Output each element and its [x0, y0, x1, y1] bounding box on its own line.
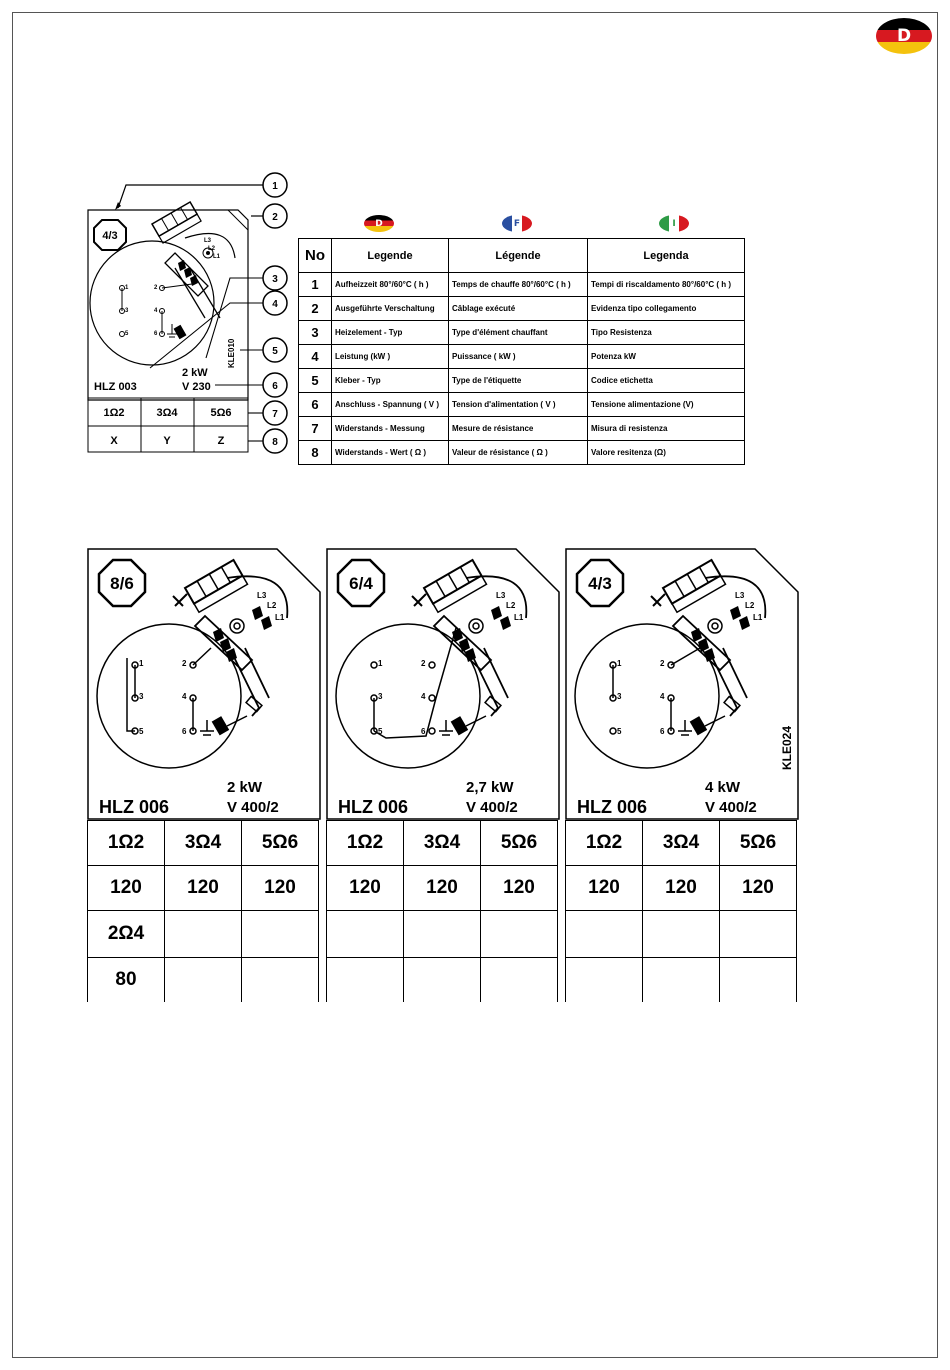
legend-row-no: 7 [299, 417, 332, 441]
example-grid-r2c3: Z [217, 435, 225, 447]
grid-cell [720, 911, 797, 958]
grid-cell [165, 911, 242, 958]
grid-cell [481, 958, 558, 1003]
legend-table [298, 238, 745, 465]
flag-label-fr: F [513, 218, 521, 229]
grid-cell: 5Ω6 [481, 821, 558, 866]
example-grid-r1c1: 1Ω2 [103, 407, 125, 419]
grid-row [327, 911, 558, 958]
sample-grid-1 [87, 820, 319, 1002]
legend-row-it: Evidenza tipo collegamento [588, 297, 745, 321]
flag-label-de: D [375, 218, 383, 229]
grid-row [327, 821, 558, 866]
example-model: HLZ 003 [94, 381, 137, 393]
legend-header-de: Legende [332, 239, 449, 273]
grid-row [566, 821, 797, 866]
language-label: D [896, 26, 912, 46]
sample-terminal-5: 5 [617, 727, 622, 736]
legend-row-fr: Mesure de résistance [449, 417, 588, 441]
grid-row [566, 958, 797, 1003]
example-voltage: V 230 [182, 381, 211, 393]
grid-cell [566, 958, 643, 1003]
legend-header-it: Legenda [588, 239, 745, 273]
callout-1: 1 [272, 181, 278, 192]
grid-row [566, 866, 797, 911]
legend-row [299, 417, 745, 441]
grid-cell [643, 911, 720, 958]
grid-cell: 80 [88, 958, 165, 1003]
sample-voltage: V 400/2 [705, 799, 757, 816]
example-grid-r2c2: Y [163, 435, 171, 447]
legend-row-fr: Temps de chauffe 80°/60°C ( h ) [449, 273, 588, 297]
sample-label-1 [87, 548, 321, 820]
legend-row-no: 3 [299, 321, 332, 345]
legend-row-fr: Type de l'étiquette [449, 369, 588, 393]
grid-cell: 120 [88, 866, 165, 911]
sample-label-3 [565, 548, 799, 820]
legend-row-no: 2 [299, 297, 332, 321]
sample-voltage: V 400/2 [227, 799, 279, 816]
grid-cell [481, 911, 558, 958]
german-mini-flag-icon [364, 215, 394, 232]
example-terminal-1: 1 [125, 285, 129, 291]
callout-8: 8 [272, 437, 278, 448]
sample-power: 2,7 kW [466, 779, 514, 796]
grid-cell: 1Ω2 [88, 821, 165, 866]
sample-model: HLZ 006 [99, 797, 170, 817]
grid-cell [720, 958, 797, 1003]
legend-row-de: Ausgeführte Verschaltung [332, 297, 449, 321]
grid-cell: 120 [327, 866, 404, 911]
callout-5: 5 [272, 346, 278, 357]
example-phase-l1: L1 [213, 254, 221, 260]
legend-row-no: 8 [299, 441, 332, 465]
legend-row-de: Heizelement - Typ [332, 321, 449, 345]
grid-cell: 1Ω2 [566, 821, 643, 866]
sample-terminal-3: 3 [617, 692, 622, 701]
sample-terminal-4: 4 [660, 692, 665, 701]
sample-terminal-6: 6 [182, 727, 187, 736]
grid-cell [165, 958, 242, 1003]
grid-row [88, 958, 319, 1003]
sample-terminal-1: 1 [617, 659, 622, 668]
example-phase-l3: L3 [204, 238, 212, 244]
legend-row [299, 273, 745, 297]
legend-row-fr: Valeur de résistance ( Ω ) [449, 441, 588, 465]
grid-cell: 120 [481, 866, 558, 911]
sample-terminal-3: 3 [139, 692, 144, 701]
legend-row-it: Tipo Resistenza [588, 321, 745, 345]
grid-row [88, 911, 319, 958]
callout-6: 6 [272, 381, 278, 392]
legend-row-it: Valore resitenza (Ω) [588, 441, 745, 465]
legend-row-no: 6 [299, 393, 332, 417]
legend-row-de: Anschluss - Spannung ( V ) [332, 393, 449, 417]
legend-row-de: Widerstands - Wert ( Ω ) [332, 441, 449, 465]
flag-label-it: I [672, 218, 676, 229]
legend-row-it: Tensione alimentazione (V) [588, 393, 745, 417]
sample-phase-l2: L2 [745, 601, 755, 610]
grid-cell: 3Ω4 [643, 821, 720, 866]
sample-terminal-4: 4 [182, 692, 187, 701]
callout-2: 2 [272, 212, 278, 223]
sample-phase-l3: L3 [735, 591, 745, 600]
grid-cell [404, 958, 481, 1003]
grid-cell: 120 [643, 866, 720, 911]
legend-row-it: Potenza kW [588, 345, 745, 369]
grid-cell [404, 911, 481, 958]
sample-code: KLE024 [780, 725, 794, 770]
sample-power: 4 kW [705, 779, 741, 796]
example-code: KLE010 [227, 338, 236, 368]
grid-cell: 120 [720, 866, 797, 911]
legend-row-it: Tempi di riscaldamento 80°/60°C ( h ) [588, 273, 745, 297]
sample-terminal-4: 4 [421, 692, 426, 701]
legend-row [299, 345, 745, 369]
example-terminal-4: 4 [154, 308, 158, 314]
legend-header-fr: Légende [449, 239, 588, 273]
legend-row-de: Leistung (kW ) [332, 345, 449, 369]
legend-header-no: No [299, 239, 332, 273]
sample-terminal-1: 1 [139, 659, 144, 668]
legend-row [299, 369, 745, 393]
sample-model: HLZ 006 [577, 797, 648, 817]
sample-phase-l2: L2 [506, 601, 516, 610]
legend-header-row [299, 239, 745, 273]
grid-cell: 120 [404, 866, 481, 911]
legend-row-de: Widerstands - Messung [332, 417, 449, 441]
french-mini-flag-icon [502, 215, 532, 232]
grid-cell: 3Ω4 [404, 821, 481, 866]
sample-model: HLZ 006 [338, 797, 409, 817]
example-grid-r1c3: 5Ω6 [210, 407, 232, 419]
example-grid-r1c2: 3Ω4 [156, 407, 178, 419]
example-terminal-6: 6 [154, 331, 158, 337]
legend-row-fr: Câblage exécuté [449, 297, 588, 321]
grid-row [327, 958, 558, 1003]
legend-row-de: Aufheizzeit 80°/60°C ( h ) [332, 273, 449, 297]
sample-terminal-2: 2 [182, 659, 187, 668]
legend-row-no: 4 [299, 345, 332, 369]
sample-terminal-1: 1 [378, 659, 383, 668]
example-phase-l2: L2 [208, 246, 216, 252]
legend-row-fr: Type d'élément chauffant [449, 321, 588, 345]
sample-grid-2 [326, 820, 558, 1002]
example-power: 2 kW [182, 367, 208, 379]
sample-badge: 4/3 [588, 574, 612, 593]
sample-badge: 8/6 [110, 574, 134, 593]
grid-cell: 1Ω2 [327, 821, 404, 866]
legend-row-fr: Puissance ( kW ) [449, 345, 588, 369]
sample-phase-l1: L1 [514, 613, 524, 622]
sample-phase-l1: L1 [753, 613, 763, 622]
sample-terminal-6: 6 [421, 727, 426, 736]
sample-terminal-2: 2 [421, 659, 426, 668]
sample-grid-3 [565, 820, 797, 1002]
grid-row [88, 821, 319, 866]
grid-cell: 5Ω6 [242, 821, 319, 866]
grid-cell [643, 958, 720, 1003]
sample-power: 2 kW [227, 779, 263, 796]
grid-cell [566, 911, 643, 958]
sample-phase-l2: L2 [267, 601, 277, 610]
grid-cell [327, 911, 404, 958]
example-terminal-3: 3 [125, 308, 129, 314]
sample-phase-l3: L3 [496, 591, 506, 600]
example-badge: 4/3 [102, 230, 118, 242]
sample-badge: 6/4 [349, 574, 373, 593]
legend-row [299, 441, 745, 465]
grid-row [327, 866, 558, 911]
example-grid-r2c1: X [110, 435, 118, 447]
grid-cell: 120 [566, 866, 643, 911]
grid-cell: 2Ω4 [88, 911, 165, 958]
legend-row-it: Codice etichetta [588, 369, 745, 393]
sample-terminal-3: 3 [378, 692, 383, 701]
grid-cell: 120 [165, 866, 242, 911]
grid-cell: 120 [242, 866, 319, 911]
grid-cell [327, 958, 404, 1003]
grid-cell [242, 911, 319, 958]
legend-row-fr: Tension d'alimentation ( V ) [449, 393, 588, 417]
example-terminal-5: 5 [125, 331, 129, 337]
legend-row-it: Misura di resistenza [588, 417, 745, 441]
callout-4: 4 [272, 299, 278, 310]
sample-label-2 [326, 548, 560, 820]
callout-3: 3 [272, 274, 278, 285]
grid-row [566, 911, 797, 958]
legend-row [299, 297, 745, 321]
legend-row-no: 1 [299, 273, 332, 297]
legend-example-diagram [80, 168, 300, 458]
legend-row-no: 5 [299, 369, 332, 393]
sample-terminal-2: 2 [660, 659, 665, 668]
sample-phase-l3: L3 [257, 591, 267, 600]
legend-row [299, 393, 745, 417]
sample-terminal-5: 5 [378, 727, 383, 736]
sample-phase-l1: L1 [275, 613, 285, 622]
sample-voltage: V 400/2 [466, 799, 518, 816]
example-terminal-2: 2 [154, 285, 158, 291]
sample-terminal-5: 5 [139, 727, 144, 736]
grid-row [88, 866, 319, 911]
legend-row [299, 321, 745, 345]
grid-cell [242, 958, 319, 1003]
legend-row-de: Kleber - Typ [332, 369, 449, 393]
sample-terminal-6: 6 [660, 727, 665, 736]
grid-cell: 3Ω4 [165, 821, 242, 866]
callout-7: 7 [272, 409, 278, 420]
italian-mini-flag-icon [659, 215, 689, 232]
grid-cell: 5Ω6 [720, 821, 797, 866]
